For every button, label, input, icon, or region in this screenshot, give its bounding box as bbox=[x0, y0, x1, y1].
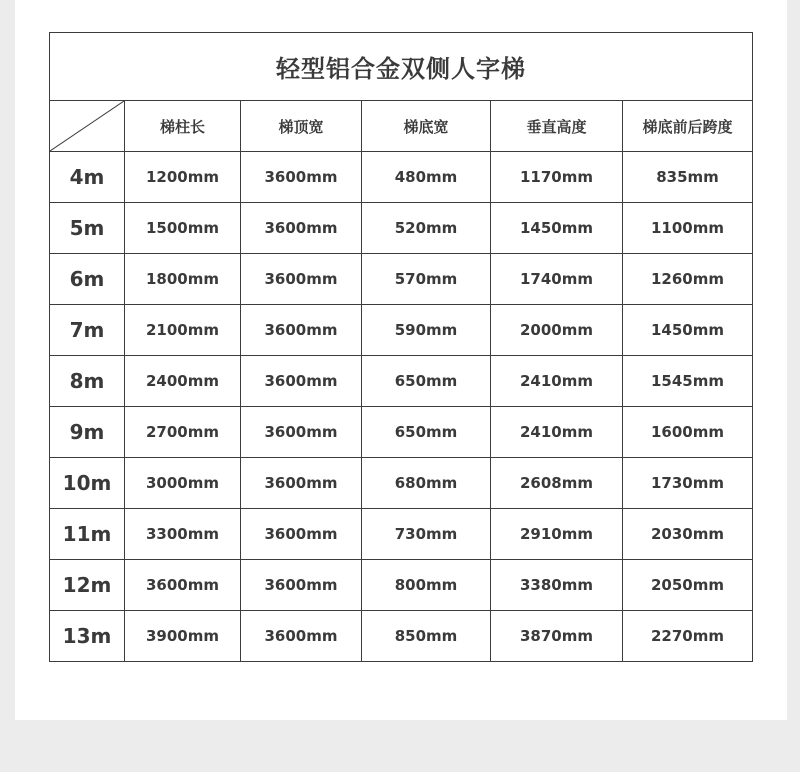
table-cell: 3600mm bbox=[241, 152, 362, 203]
table-cell: 2910mm bbox=[491, 509, 623, 560]
table-row bbox=[50, 458, 753, 509]
table-cell: 1500mm bbox=[125, 203, 241, 254]
table-cell: 800mm bbox=[362, 560, 491, 611]
table-row bbox=[50, 407, 753, 458]
row-label: 8m bbox=[50, 356, 125, 407]
table-row bbox=[50, 152, 753, 203]
table-row bbox=[50, 305, 753, 356]
table-cell: 1730mm bbox=[623, 458, 753, 509]
table-cell: 730mm bbox=[362, 509, 491, 560]
table-cell: 1260mm bbox=[623, 254, 753, 305]
table-row bbox=[50, 356, 753, 407]
table-row bbox=[50, 560, 753, 611]
table-cell: 3600mm bbox=[241, 458, 362, 509]
table-cell: 3300mm bbox=[125, 509, 241, 560]
table-cell: 3380mm bbox=[491, 560, 623, 611]
table-row bbox=[50, 509, 753, 560]
row-label: 11m bbox=[50, 509, 125, 560]
table-cell: 2700mm bbox=[125, 407, 241, 458]
table-cell: 520mm bbox=[362, 203, 491, 254]
row-label: 5m bbox=[50, 203, 125, 254]
table-cell: 850mm bbox=[362, 611, 491, 662]
row-label: 7m bbox=[50, 305, 125, 356]
row-label: 13m bbox=[50, 611, 125, 662]
table-cell: 3600mm bbox=[241, 407, 362, 458]
table-cell: 835mm bbox=[623, 152, 753, 203]
table-cell: 480mm bbox=[362, 152, 491, 203]
table-cell: 650mm bbox=[362, 407, 491, 458]
table-cell: 1545mm bbox=[623, 356, 753, 407]
table-cell: 3000mm bbox=[125, 458, 241, 509]
table-cell: 3870mm bbox=[491, 611, 623, 662]
table-title: 轻型铝合金双侧人字梯 bbox=[50, 33, 753, 101]
header-row bbox=[50, 101, 753, 152]
table-cell: 3600mm bbox=[125, 560, 241, 611]
table-cell: 3600mm bbox=[241, 203, 362, 254]
table-cell: 2410mm bbox=[491, 356, 623, 407]
diagonal-line bbox=[50, 101, 124, 151]
column-header: 梯底前后跨度 bbox=[623, 101, 753, 152]
table-cell: 2030mm bbox=[623, 509, 753, 560]
table-cell: 2608mm bbox=[491, 458, 623, 509]
table-cell: 2000mm bbox=[491, 305, 623, 356]
table-cell: 650mm bbox=[362, 356, 491, 407]
table-cell: 2270mm bbox=[623, 611, 753, 662]
table-cell: 1600mm bbox=[623, 407, 753, 458]
diagonal-corner-cell bbox=[50, 101, 125, 152]
ladder-spec-table bbox=[49, 32, 753, 662]
table-cell: 1800mm bbox=[125, 254, 241, 305]
row-label: 12m bbox=[50, 560, 125, 611]
table-cell: 2410mm bbox=[491, 407, 623, 458]
table-cell: 1100mm bbox=[623, 203, 753, 254]
row-label: 9m bbox=[50, 407, 125, 458]
table-cell: 3900mm bbox=[125, 611, 241, 662]
table-cell: 3600mm bbox=[241, 254, 362, 305]
table-cell: 1740mm bbox=[491, 254, 623, 305]
table-cell: 590mm bbox=[362, 305, 491, 356]
table-cell: 3600mm bbox=[241, 356, 362, 407]
row-label: 10m bbox=[50, 458, 125, 509]
table-row bbox=[50, 203, 753, 254]
column-header: 梯顶宽 bbox=[241, 101, 362, 152]
column-header: 梯底宽 bbox=[362, 101, 491, 152]
column-header: 梯柱长 bbox=[125, 101, 241, 152]
table-cell: 3600mm bbox=[241, 509, 362, 560]
table-cell: 2100mm bbox=[125, 305, 241, 356]
column-header: 垂直高度 bbox=[491, 101, 623, 152]
table-cell: 3600mm bbox=[241, 305, 362, 356]
table-cell: 3600mm bbox=[241, 560, 362, 611]
row-label: 6m bbox=[50, 254, 125, 305]
table-cell: 1170mm bbox=[491, 152, 623, 203]
table-cell: 2050mm bbox=[623, 560, 753, 611]
table-cell: 680mm bbox=[362, 458, 491, 509]
table-cell: 1450mm bbox=[623, 305, 753, 356]
table-cell: 3600mm bbox=[241, 611, 362, 662]
table-row bbox=[50, 611, 753, 662]
table-cell: 1450mm bbox=[491, 203, 623, 254]
table-row bbox=[50, 254, 753, 305]
table-cell: 2400mm bbox=[125, 356, 241, 407]
row-label: 4m bbox=[50, 152, 125, 203]
table-cell: 570mm bbox=[362, 254, 491, 305]
table-cell: 1200mm bbox=[125, 152, 241, 203]
